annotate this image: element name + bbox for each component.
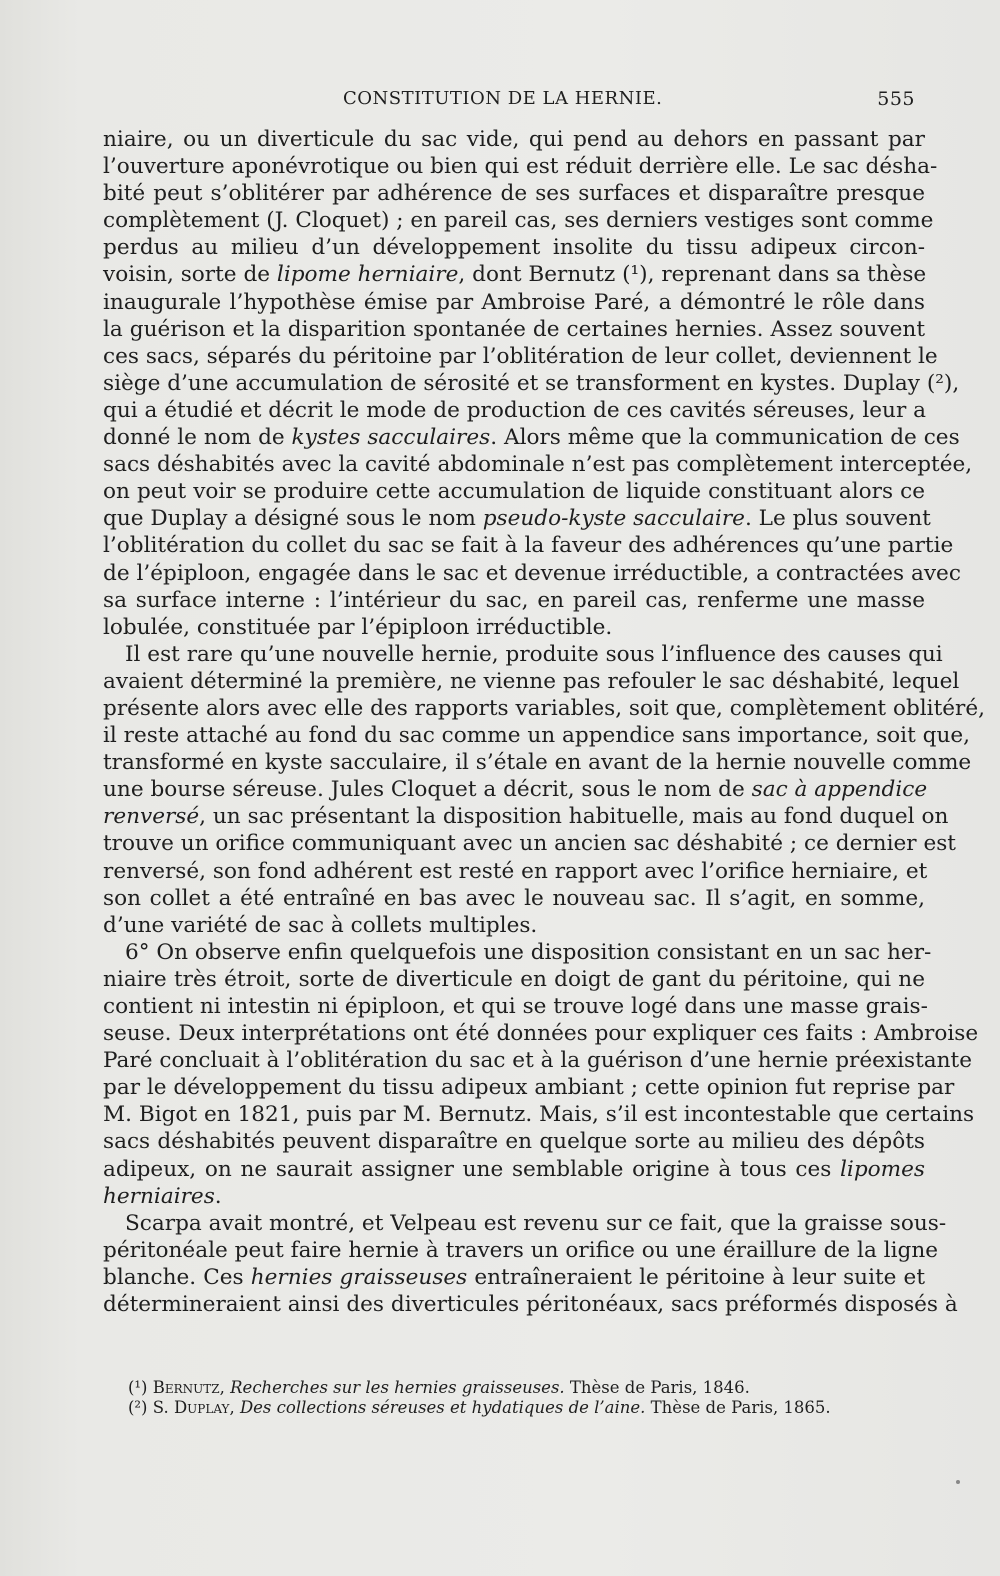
- text-line: [103, 749, 972, 776]
- text-line: [103, 1020, 979, 1047]
- footnote-mark: (¹): [128, 1378, 148, 1397]
- text-line: [103, 1156, 925, 1183]
- text-line: [103, 858, 928, 885]
- italic-term: lipomes: [840, 1156, 925, 1182]
- page-number: 555: [877, 88, 915, 110]
- text-line: [103, 830, 956, 857]
- text-line: [103, 1047, 972, 1074]
- text-line: [103, 803, 949, 830]
- text-segment: , dont Bernutz (¹), reprenant dans sa thèse: [458, 262, 927, 288]
- text-segment: perdus au milieu d’un développement insolite du tissu adipeux circon-: [103, 235, 925, 261]
- text-segment: niaire, ou un diverticule du sac vide, qui pend au dehors en passant par: [103, 127, 925, 152]
- text-segment: sacs déshabités peuvent disparaître en quelque sorte au milieu des dépôts: [103, 1129, 925, 1155]
- text-line: [103, 912, 925, 939]
- italic-term: kystes sacculaires: [291, 425, 491, 451]
- text-line: [103, 478, 925, 505]
- text-segment: voisin, sorte de: [103, 262, 277, 288]
- text-segment: renversé, son fond adhérent est resté en rapport avec l’orifice herniaire, et: [103, 858, 928, 884]
- footnote-author: Bernutz,: [152, 1378, 225, 1397]
- text-segment: on peut voir se produire cette accumulation de liquide constituant alors ce: [103, 479, 925, 505]
- italic-term: herniaires: [103, 1183, 215, 1209]
- text-segment: Il est rare qu’une nouvelle hernie, produite sous l’influence des causes qui: [125, 641, 943, 667]
- text-segment: M. Bigot en 1821, puis par M. Bernutz. Mais, s’il est incontestable que certains: [103, 1102, 975, 1128]
- text-line: [103, 1291, 958, 1318]
- footnote-mark: (²): [128, 1398, 148, 1417]
- footnotes: [128, 1378, 888, 1418]
- text-segment: il reste attaché au fond du sac comme un appendice sans importance, soit que,: [103, 723, 971, 749]
- text-segment: .: [214, 1183, 222, 1209]
- text-segment: ces sacs, séparés du péritoine par l’oblitération de leur collet, deviennent le: [103, 343, 938, 369]
- footnote-author: S. Duplay,: [152, 1398, 235, 1417]
- text-segment: sa surface interne : l’intérieur du sac, en pareil cas, renferme une masse: [103, 587, 925, 613]
- footnote-title: Recherches sur les hernies graisseuses.: [230, 1378, 565, 1397]
- footnote-title: Des collections séreuses et hydatiques de l’aine.: [239, 1398, 646, 1417]
- text-segment: complètement (J. Cloquet) ; en pareil cas, ses derniers vestiges sont comme: [103, 208, 934, 234]
- text-line: [103, 776, 928, 803]
- text-segment: , un sac présentant la disposition habituelle, mais au fond duquel on: [199, 804, 949, 830]
- text-segment: entraîneraient le péritoine à leur suite et: [467, 1264, 926, 1290]
- text-segment: son collet a été entraîné en bas avec le nouveau sac. Il s’agit, en somme,: [103, 885, 925, 911]
- text-segment: blanche. Ces: [103, 1264, 251, 1290]
- text-line: [103, 885, 925, 912]
- text-segment: la guérison et la disparition spontanée de certaines hernies. Assez souvent: [103, 316, 925, 342]
- footnote-detail: Thèse de Paris, 1865.: [650, 1398, 831, 1417]
- text-line: [103, 1264, 925, 1291]
- footnote: [128, 1378, 888, 1398]
- text-line: [103, 1101, 975, 1128]
- italic-term: renversé: [103, 804, 200, 830]
- text-line: [103, 180, 925, 207]
- text-segment: détermineraient ainsi des diverticules péritonéaux, sacs préformés disposés à: [103, 1292, 958, 1318]
- italic-term: hernies graisseuses: [250, 1264, 468, 1290]
- text-line: [103, 505, 931, 532]
- text-line: [103, 722, 971, 749]
- text-line: [103, 451, 973, 478]
- text-line: [103, 668, 960, 695]
- text-segment: avaient déterminé la première, ne vienne pas refouler le sac déshabité, lequel: [103, 668, 960, 694]
- page-header: [103, 88, 915, 116]
- text-segment: sacs déshabités avec la cavité abdominale n’est pas complètement interceptée,: [103, 452, 973, 478]
- text-segment: transformé en kyste sacculaire, il s’étale en avant de la hernie nouvelle comme: [103, 750, 972, 776]
- text-line: [103, 587, 925, 614]
- text-line: [103, 424, 960, 451]
- text-line: [103, 966, 925, 993]
- text-line: [103, 370, 960, 397]
- text-line: [103, 1210, 947, 1237]
- text-segment: l’oblitération du collet du sac se fait à la faveur des adhérences qu’une partie: [103, 533, 954, 559]
- italic-term: lipome herniaire: [276, 262, 459, 288]
- text-segment: contient ni intestin ni épiploon, et qui se trouve logé dans une masse grais-: [103, 994, 928, 1019]
- italic-term: pseudo-kyste sacculaire: [482, 506, 745, 532]
- text-line: [103, 1237, 939, 1264]
- text-line: [103, 261, 925, 288]
- text-segment: Scarpa avait montré, et Velpeau est revenu sur ce fait, que la graisse sous-: [125, 1210, 947, 1236]
- body-text: [103, 126, 986, 1318]
- text-line: [103, 641, 943, 668]
- paper-speck: [956, 1480, 960, 1484]
- text-segment: que Duplay a désigné sous le nom: [103, 506, 483, 532]
- text-segment: d’une variété de sac à collets multiples.: [103, 912, 538, 938]
- text-segment: péritonéale peut faire hernie à travers un orifice ou une éraillure de la ligne: [103, 1237, 939, 1263]
- text-segment: 6° On observe enfin quelquefois une disposition consistant en un sac her-: [125, 939, 932, 965]
- text-line: [103, 614, 925, 641]
- text-line: [103, 397, 925, 424]
- footnote: [128, 1398, 888, 1418]
- text-segment: Paré concluait à l’oblitération du sac et à la guérison d’une hernie préexistante: [103, 1048, 972, 1074]
- text-segment: inaugurale l’hypothèse émise par Ambroise Paré, a démontré le rôle dans: [103, 289, 925, 315]
- text-segment: par le développement du tissu adipeux ambiant ; cette opinion fut reprise par: [103, 1075, 955, 1101]
- text-segment: trouve un orifice communiquant avec un ancien sac déshabité ; ce dernier est: [103, 831, 956, 857]
- text-line: [103, 343, 938, 370]
- text-segment: l’ouverture aponévrotique ou bien qui est réduit derrière elle. Le sac désha-: [103, 154, 938, 180]
- text-line: [103, 993, 928, 1020]
- text-line: [103, 939, 932, 966]
- text-line: [103, 1183, 925, 1210]
- text-segment: siège d’une accumulation de sérosité et se transforment en kystes. Duplay (²),: [103, 370, 960, 396]
- text-line: [103, 532, 954, 559]
- text-segment: adipeux, on ne saurait assigner une semblable origine à tous ces: [103, 1156, 841, 1182]
- text-line: [103, 289, 925, 316]
- text-line: [103, 695, 986, 722]
- text-segment: seuse. Deux interprétations ont été données pour expliquer ces faits : Ambroise: [103, 1021, 979, 1047]
- italic-term: sac à appendice: [751, 777, 928, 803]
- text-segment: . Alors même que la communication de ces: [490, 425, 960, 451]
- text-segment: . Le plus souvent: [744, 506, 931, 532]
- text-segment: lobulée, constituée par l’épiploon irréductible.: [103, 614, 613, 640]
- text-line: [103, 1074, 955, 1101]
- text-line: [103, 560, 961, 587]
- text-segment: niaire très étroit, sorte de diverticule en doigt de gant du péritoine, qui ne: [103, 966, 925, 992]
- text-line: [103, 207, 934, 234]
- running-title: CONSTITUTION DE LA HERNIE.: [343, 88, 663, 109]
- text-line: [103, 234, 925, 261]
- footnote-detail: Thèse de Paris, 1846.: [569, 1378, 750, 1397]
- text-segment: qui a étudié et décrit le mode de production de ces cavités séreuses, leur a: [103, 397, 926, 423]
- text-segment: une bourse séreuse. Jules Cloquet a décrit, sous le nom de: [103, 777, 752, 803]
- text-line: [103, 126, 925, 153]
- text-segment: présente alors avec elle des rapports variables, soit que, complètement oblitéré,: [103, 695, 986, 721]
- text-segment: donné le nom de: [103, 425, 292, 451]
- text-line: [103, 316, 925, 343]
- text-line: [103, 153, 938, 180]
- text-segment: bité peut s’oblitérer par adhérence de ses surfaces et disparaître presque: [103, 181, 925, 207]
- text-segment: de l’épiploon, engagée dans le sac et devenue irréductible, a contractées avec: [103, 560, 961, 586]
- text-line: [103, 1128, 925, 1155]
